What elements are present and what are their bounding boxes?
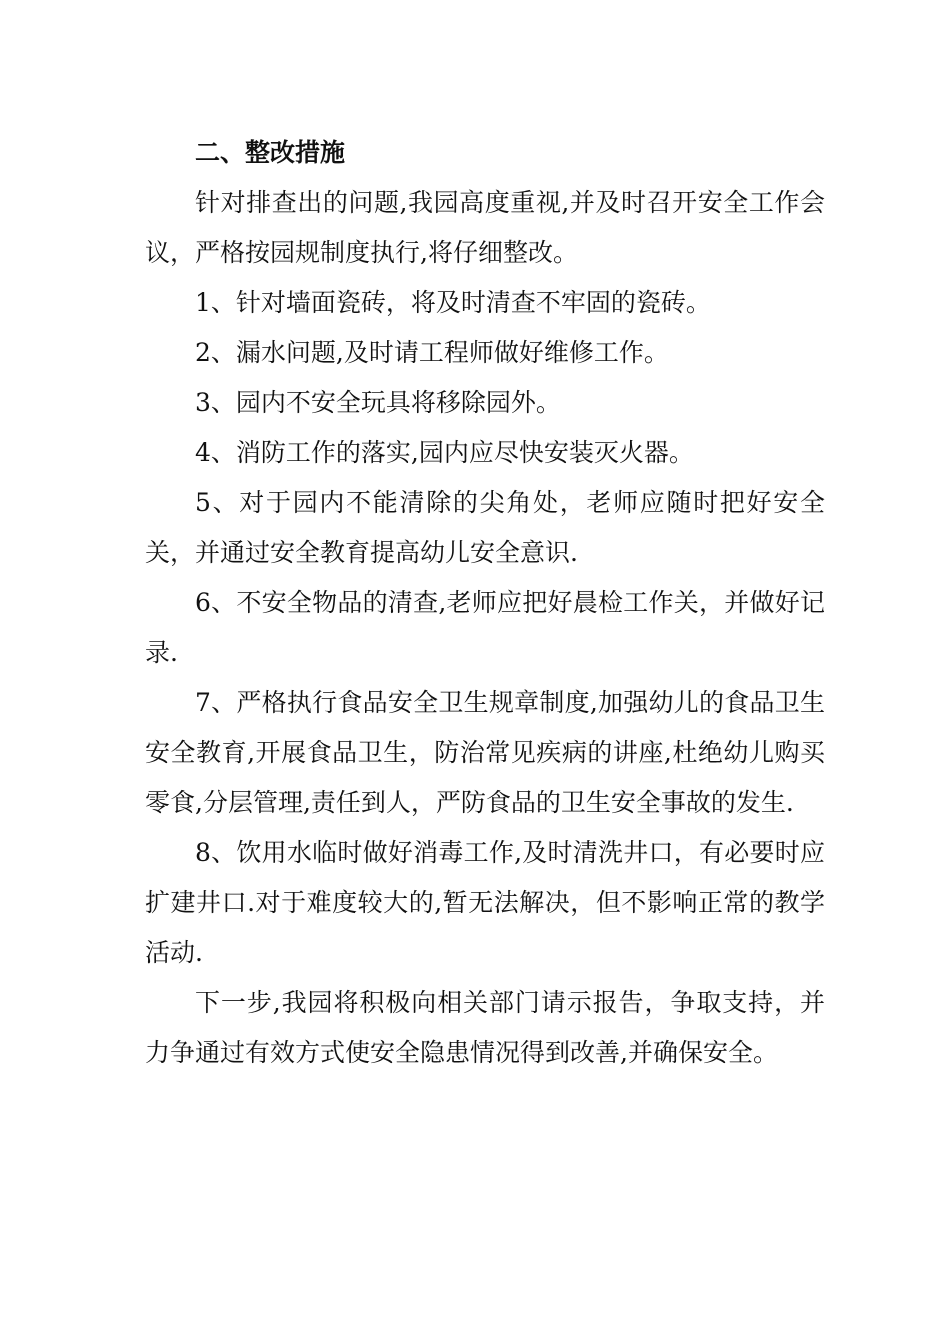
paragraph-item-5: 5、对于园内不能清除的尖角处，老师应随时把好安全关，并通过安全教育提高幼儿安全意识.: [145, 488, 825, 567]
paragraph-item-3: 3、园内不安全玩具将移除园外。: [195, 388, 561, 417]
paragraph-item-7: 7、严格执行食品安全卫生规章制度,加强幼儿的食品卫生安全教育,开展食品卫生，防治常见疾病的讲座,杜绝幼儿购买零食,分层管理,责任到人，严防食品的卫生安全事故的发生.: [145, 688, 825, 817]
paragraph-item-2: 2、漏水问题,及时请工程师做好维修工作。: [195, 338, 669, 367]
paragraph-next-step: 下一步,我园将积极向相关部门请示报告，争取支持，并力争通过有效方式使安全隐患情况得到改善,并确保安全。: [145, 988, 825, 1067]
paragraph-intro: 针对排查出的问题,我园高度重视,并及时召开安全工作会议，严格按园规制度执行,将仔细整改。: [145, 188, 825, 267]
paragraph-item-4: 4、消防工作的落实,园内应尽快安装灭火器。: [195, 438, 694, 467]
paragraph-item-1: 1、针对墙面瓷砖，将及时清查不牢固的瓷砖。: [195, 288, 711, 317]
paragraph-item-8: 8、饮用水临时做好消毒工作,及时清洗井口，有必要时应扩建井口.对于难度较大的,暂无法解决，但不影响正常的教学活动.: [145, 838, 825, 967]
paragraph-item-6: 6、不安全物品的清查,老师应把好晨检工作关，并做好记录.: [145, 588, 825, 667]
document-body: [145, 128, 825, 1078]
section-heading: 二、整改措施: [195, 138, 346, 167]
